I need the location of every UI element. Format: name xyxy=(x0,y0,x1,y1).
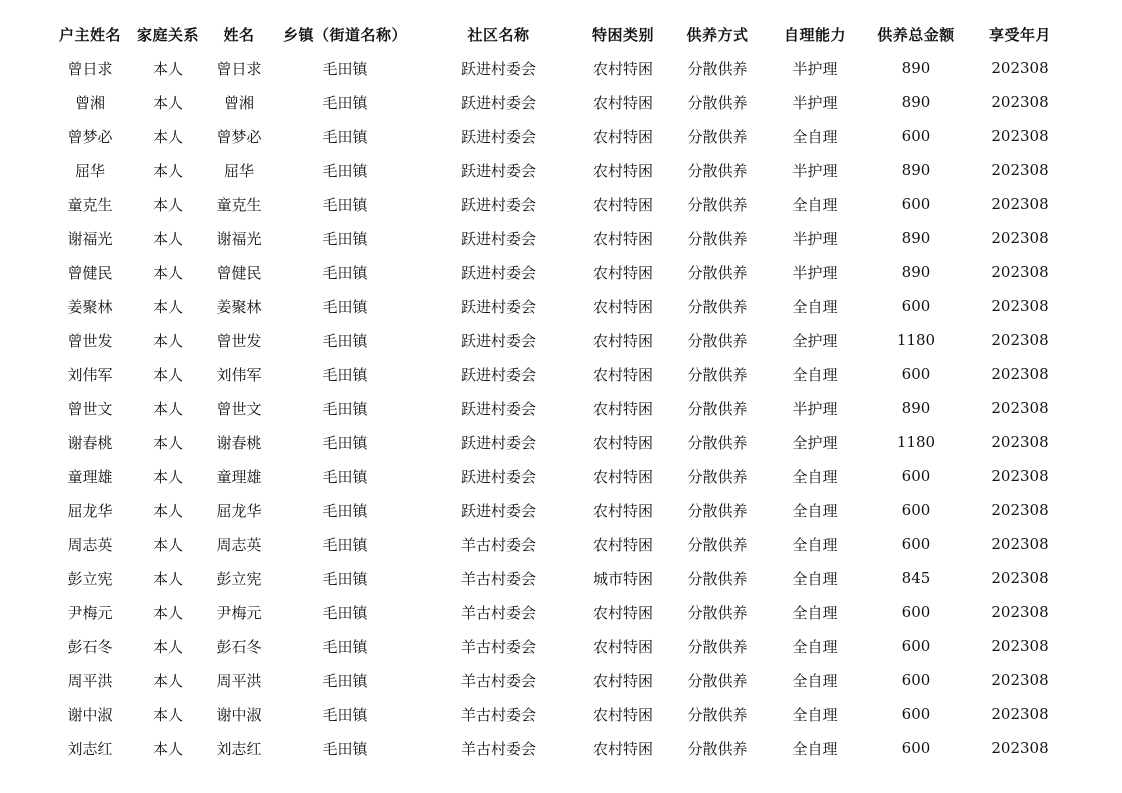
cell-community-name: 跃进村委会 xyxy=(460,59,536,78)
cell-poverty-category: 农村特困 xyxy=(592,229,653,248)
table-row xyxy=(52,187,1072,221)
column-header-support-amount: 供养总金额 xyxy=(877,25,955,44)
cell-poverty-category: 农村特困 xyxy=(592,399,653,418)
cell-household-head-name: 曾日求 xyxy=(67,59,113,78)
cell-self-care-ability: 全自理 xyxy=(792,739,838,758)
cell-support-method: 分散供养 xyxy=(687,705,748,724)
table-header xyxy=(52,17,1072,51)
cell-self-care-ability: 全护理 xyxy=(792,433,838,452)
cell-support-method: 分散供养 xyxy=(687,93,748,112)
cell-family-relation: 本人 xyxy=(152,331,183,350)
cell-self-care-ability: 全自理 xyxy=(792,603,838,622)
cell-self-care-ability: 半护理 xyxy=(792,93,838,112)
cell-household-head-name: 谢福光 xyxy=(67,229,113,248)
cell-township: 毛田镇 xyxy=(322,59,368,78)
cell-person-name: 曾世发 xyxy=(216,331,262,350)
cell-poverty-category: 农村特困 xyxy=(592,739,653,758)
cell-self-care-ability: 半护理 xyxy=(792,399,838,418)
column-header-community-name: 社区名称 xyxy=(467,25,530,44)
cell-household-head-name: 谢春桃 xyxy=(67,433,113,452)
cell-family-relation: 本人 xyxy=(152,569,183,588)
cell-benefit-month: 202308 xyxy=(991,263,1049,281)
table-row xyxy=(52,561,1072,595)
cell-poverty-category: 农村特困 xyxy=(592,535,653,554)
cell-community-name: 跃进村委会 xyxy=(460,399,536,418)
cell-benefit-month: 202308 xyxy=(991,739,1049,757)
cell-family-relation: 本人 xyxy=(152,127,183,146)
cell-self-care-ability: 全自理 xyxy=(792,127,838,146)
cell-support-method: 分散供养 xyxy=(687,535,748,554)
cell-person-name: 曾健民 xyxy=(216,263,262,282)
column-header-benefit-month: 享受年月 xyxy=(988,25,1051,44)
cell-benefit-month: 202308 xyxy=(991,705,1049,723)
cell-support-method: 分散供养 xyxy=(687,263,748,282)
cell-self-care-ability: 全自理 xyxy=(792,365,838,384)
cell-household-head-name: 曾世发 xyxy=(67,331,113,350)
cell-self-care-ability: 全自理 xyxy=(792,671,838,690)
cell-person-name: 屈华 xyxy=(223,161,254,180)
cell-family-relation: 本人 xyxy=(152,501,183,520)
cell-household-head-name: 曾湘 xyxy=(74,93,105,112)
cell-support-amount: 890 xyxy=(901,93,931,111)
cell-person-name: 刘志红 xyxy=(216,739,262,758)
cell-benefit-month: 202308 xyxy=(991,365,1049,383)
cell-person-name: 童理雄 xyxy=(216,467,262,486)
cell-poverty-category: 农村特困 xyxy=(592,637,653,656)
table-row xyxy=(52,425,1072,459)
cell-person-name: 姜聚林 xyxy=(216,297,262,316)
cell-poverty-category: 农村特困 xyxy=(592,297,653,316)
cell-township: 毛田镇 xyxy=(322,229,368,248)
cell-family-relation: 本人 xyxy=(152,365,183,384)
cell-person-name: 刘伟军 xyxy=(216,365,262,384)
cell-community-name: 羊古村委会 xyxy=(460,739,536,758)
cell-support-amount: 600 xyxy=(901,603,931,621)
column-header-self-care-ability: 自理能力 xyxy=(783,25,846,44)
cell-township: 毛田镇 xyxy=(322,467,368,486)
cell-township: 毛田镇 xyxy=(322,399,368,418)
table-row xyxy=(52,119,1072,153)
cell-household-head-name: 刘志红 xyxy=(67,739,113,758)
cell-township: 毛田镇 xyxy=(322,603,368,622)
cell-support-amount: 600 xyxy=(901,467,931,485)
cell-township: 毛田镇 xyxy=(322,433,368,452)
cell-person-name: 周志英 xyxy=(216,535,262,554)
cell-self-care-ability: 全自理 xyxy=(792,705,838,724)
cell-family-relation: 本人 xyxy=(152,467,183,486)
cell-household-head-name: 刘伟军 xyxy=(67,365,113,384)
cell-family-relation: 本人 xyxy=(152,161,183,180)
table-row xyxy=(52,221,1072,255)
table-row xyxy=(52,459,1072,493)
cell-self-care-ability: 全自理 xyxy=(792,569,838,588)
cell-benefit-month: 202308 xyxy=(991,399,1049,417)
cell-household-head-name: 童克生 xyxy=(67,195,113,214)
cell-township: 毛田镇 xyxy=(322,705,368,724)
table-body xyxy=(52,51,1072,765)
cell-poverty-category: 农村特困 xyxy=(592,467,653,486)
table-row xyxy=(52,51,1072,85)
header-row xyxy=(52,17,1072,51)
column-header-person-name: 姓名 xyxy=(223,25,255,44)
table-row xyxy=(52,357,1072,391)
cell-household-head-name: 姜聚林 xyxy=(67,297,113,316)
cell-benefit-month: 202308 xyxy=(991,297,1049,315)
cell-township: 毛田镇 xyxy=(322,93,368,112)
cell-poverty-category: 农村特困 xyxy=(592,603,653,622)
cell-person-name: 曾世文 xyxy=(216,399,262,418)
cell-poverty-category: 农村特困 xyxy=(592,127,653,146)
cell-community-name: 跃进村委会 xyxy=(460,433,536,452)
cell-self-care-ability: 半护理 xyxy=(792,59,838,78)
cell-household-head-name: 谢中淑 xyxy=(67,705,113,724)
cell-poverty-category: 农村特困 xyxy=(592,263,653,282)
cell-benefit-month: 202308 xyxy=(991,603,1049,621)
cell-person-name: 周平洪 xyxy=(216,671,262,690)
cell-support-method: 分散供养 xyxy=(687,603,748,622)
cell-support-method: 分散供养 xyxy=(687,739,748,758)
cell-household-head-name: 屈华 xyxy=(74,161,105,180)
cell-household-head-name: 彭立宪 xyxy=(67,569,113,588)
cell-household-head-name: 周平洪 xyxy=(67,671,113,690)
cell-support-amount: 600 xyxy=(901,535,931,553)
cell-benefit-month: 202308 xyxy=(991,195,1049,213)
cell-poverty-category: 农村特困 xyxy=(592,93,653,112)
cell-household-head-name: 曾梦必 xyxy=(67,127,113,146)
cell-township: 毛田镇 xyxy=(322,297,368,316)
table-row xyxy=(52,153,1072,187)
cell-benefit-month: 202308 xyxy=(991,671,1049,689)
cell-household-head-name: 童理雄 xyxy=(67,467,113,486)
cell-person-name: 尹梅元 xyxy=(216,603,262,622)
cell-community-name: 羊古村委会 xyxy=(460,535,536,554)
cell-community-name: 羊古村委会 xyxy=(460,637,536,656)
cell-benefit-month: 202308 xyxy=(991,93,1049,111)
cell-township: 毛田镇 xyxy=(322,535,368,554)
cell-community-name: 跃进村委会 xyxy=(460,195,536,214)
table-row xyxy=(52,663,1072,697)
cell-family-relation: 本人 xyxy=(152,59,183,78)
cell-benefit-month: 202308 xyxy=(991,433,1049,451)
cell-support-method: 分散供养 xyxy=(687,365,748,384)
cell-family-relation: 本人 xyxy=(152,603,183,622)
cell-support-amount: 600 xyxy=(901,501,931,519)
cell-family-relation: 本人 xyxy=(152,705,183,724)
cell-self-care-ability: 全自理 xyxy=(792,501,838,520)
cell-person-name: 谢春桃 xyxy=(216,433,262,452)
cell-household-head-name: 曾世文 xyxy=(67,399,113,418)
table-row xyxy=(52,731,1072,765)
cell-community-name: 跃进村委会 xyxy=(460,127,536,146)
cell-family-relation: 本人 xyxy=(152,433,183,452)
cell-support-amount: 890 xyxy=(901,59,931,77)
cell-household-head-name: 曾健民 xyxy=(67,263,113,282)
cell-support-amount: 600 xyxy=(901,297,931,315)
cell-support-amount: 890 xyxy=(901,399,931,417)
cell-township: 毛田镇 xyxy=(322,671,368,690)
cell-self-care-ability: 全自理 xyxy=(792,297,838,316)
cell-household-head-name: 尹梅元 xyxy=(67,603,113,622)
cell-family-relation: 本人 xyxy=(152,637,183,656)
column-header-township: 乡镇（街道名称） xyxy=(282,25,407,44)
support-roster-table xyxy=(52,17,1072,765)
cell-support-method: 分散供养 xyxy=(687,467,748,486)
cell-community-name: 跃进村委会 xyxy=(460,263,536,282)
cell-poverty-category: 农村特困 xyxy=(592,161,653,180)
column-header-support-method: 供养方式 xyxy=(686,25,749,44)
cell-support-amount: 845 xyxy=(901,569,931,587)
cell-benefit-month: 202308 xyxy=(991,161,1049,179)
cell-benefit-month: 202308 xyxy=(991,229,1049,247)
cell-household-head-name: 屈龙华 xyxy=(67,501,113,520)
cell-community-name: 跃进村委会 xyxy=(460,229,536,248)
cell-family-relation: 本人 xyxy=(152,739,183,758)
cell-support-method: 分散供养 xyxy=(687,161,748,180)
cell-benefit-month: 202308 xyxy=(991,637,1049,655)
cell-township: 毛田镇 xyxy=(322,739,368,758)
cell-support-method: 分散供养 xyxy=(687,501,748,520)
cell-community-name: 羊古村委会 xyxy=(460,603,536,622)
cell-support-method: 分散供养 xyxy=(687,399,748,418)
cell-poverty-category: 农村特困 xyxy=(592,59,653,78)
cell-poverty-category: 农村特困 xyxy=(592,501,653,520)
cell-community-name: 羊古村委会 xyxy=(460,569,536,588)
cell-support-method: 分散供养 xyxy=(687,569,748,588)
cell-support-amount: 600 xyxy=(901,637,931,655)
cell-person-name: 屈龙华 xyxy=(216,501,262,520)
cell-support-amount: 600 xyxy=(901,705,931,723)
cell-community-name: 羊古村委会 xyxy=(460,671,536,690)
table-row xyxy=(52,595,1072,629)
cell-township: 毛田镇 xyxy=(322,365,368,384)
cell-benefit-month: 202308 xyxy=(991,501,1049,519)
cell-household-head-name: 彭石冬 xyxy=(67,637,113,656)
cell-benefit-month: 202308 xyxy=(991,59,1049,77)
cell-township: 毛田镇 xyxy=(322,127,368,146)
cell-township: 毛田镇 xyxy=(322,263,368,282)
cell-family-relation: 本人 xyxy=(152,263,183,282)
cell-support-amount: 1180 xyxy=(896,331,936,349)
cell-community-name: 跃进村委会 xyxy=(460,93,536,112)
cell-poverty-category: 城市特困 xyxy=(592,569,653,588)
cell-township: 毛田镇 xyxy=(322,569,368,588)
cell-person-name: 彭石冬 xyxy=(216,637,262,656)
table-row xyxy=(52,323,1072,357)
cell-self-care-ability: 全自理 xyxy=(792,467,838,486)
cell-poverty-category: 农村特困 xyxy=(592,671,653,690)
cell-benefit-month: 202308 xyxy=(991,467,1049,485)
cell-support-method: 分散供养 xyxy=(687,297,748,316)
cell-township: 毛田镇 xyxy=(322,195,368,214)
cell-family-relation: 本人 xyxy=(152,399,183,418)
cell-person-name: 曾梦必 xyxy=(216,127,262,146)
cell-support-method: 分散供养 xyxy=(687,331,748,350)
table-row xyxy=(52,85,1072,119)
cell-poverty-category: 农村特困 xyxy=(592,433,653,452)
table-row xyxy=(52,391,1072,425)
column-header-poverty-category: 特困类别 xyxy=(591,25,654,44)
cell-person-name: 曾日求 xyxy=(216,59,262,78)
cell-support-amount: 600 xyxy=(901,195,931,213)
cell-self-care-ability: 全自理 xyxy=(792,195,838,214)
cell-support-amount: 890 xyxy=(901,229,931,247)
table-row xyxy=(52,493,1072,527)
cell-support-method: 分散供养 xyxy=(687,229,748,248)
cell-self-care-ability: 半护理 xyxy=(792,229,838,248)
cell-household-head-name: 周志英 xyxy=(67,535,113,554)
cell-support-amount: 600 xyxy=(901,127,931,145)
cell-support-amount: 600 xyxy=(901,739,931,757)
table-row xyxy=(52,527,1072,561)
cell-self-care-ability: 全护理 xyxy=(792,331,838,350)
cell-community-name: 跃进村委会 xyxy=(460,365,536,384)
cell-person-name: 童克生 xyxy=(216,195,262,214)
cell-support-method: 分散供养 xyxy=(687,59,748,78)
table-row xyxy=(52,629,1072,663)
cell-community-name: 跃进村委会 xyxy=(460,501,536,520)
cell-poverty-category: 农村特困 xyxy=(592,331,653,350)
cell-self-care-ability: 全自理 xyxy=(792,535,838,554)
cell-support-method: 分散供养 xyxy=(687,671,748,690)
cell-community-name: 跃进村委会 xyxy=(460,331,536,350)
cell-support-amount: 890 xyxy=(901,161,931,179)
cell-person-name: 曾湘 xyxy=(223,93,254,112)
cell-benefit-month: 202308 xyxy=(991,535,1049,553)
cell-township: 毛田镇 xyxy=(322,161,368,180)
cell-poverty-category: 农村特困 xyxy=(592,365,653,384)
cell-township: 毛田镇 xyxy=(322,331,368,350)
cell-self-care-ability: 半护理 xyxy=(792,263,838,282)
cell-benefit-month: 202308 xyxy=(991,127,1049,145)
cell-support-amount: 1180 xyxy=(896,433,936,451)
cell-person-name: 彭立宪 xyxy=(216,569,262,588)
cell-family-relation: 本人 xyxy=(152,671,183,690)
cell-support-method: 分散供养 xyxy=(687,127,748,146)
cell-family-relation: 本人 xyxy=(152,535,183,554)
cell-support-amount: 890 xyxy=(901,263,931,281)
table-row xyxy=(52,697,1072,731)
cell-support-amount: 600 xyxy=(901,365,931,383)
cell-family-relation: 本人 xyxy=(152,195,183,214)
cell-community-name: 羊古村委会 xyxy=(460,705,536,724)
cell-poverty-category: 农村特困 xyxy=(592,195,653,214)
cell-benefit-month: 202308 xyxy=(991,569,1049,587)
cell-community-name: 跃进村委会 xyxy=(460,161,536,180)
table-row xyxy=(52,289,1072,323)
cell-poverty-category: 农村特困 xyxy=(592,705,653,724)
cell-township: 毛田镇 xyxy=(322,637,368,656)
cell-benefit-month: 202308 xyxy=(991,331,1049,349)
cell-family-relation: 本人 xyxy=(152,229,183,248)
cell-support-method: 分散供养 xyxy=(687,433,748,452)
table-row xyxy=(52,255,1072,289)
cell-person-name: 谢中淑 xyxy=(216,705,262,724)
cell-township: 毛田镇 xyxy=(322,501,368,520)
cell-community-name: 跃进村委会 xyxy=(460,297,536,316)
cell-self-care-ability: 全自理 xyxy=(792,637,838,656)
column-header-household-head-name: 户主姓名 xyxy=(58,25,121,44)
cell-family-relation: 本人 xyxy=(152,93,183,112)
cell-family-relation: 本人 xyxy=(152,297,183,316)
cell-support-method: 分散供养 xyxy=(687,195,748,214)
column-header-family-relation: 家庭关系 xyxy=(136,25,199,44)
cell-person-name: 谢福光 xyxy=(216,229,262,248)
cell-support-amount: 600 xyxy=(901,671,931,689)
cell-support-method: 分散供养 xyxy=(687,637,748,656)
cell-self-care-ability: 半护理 xyxy=(792,161,838,180)
cell-community-name: 跃进村委会 xyxy=(460,467,536,486)
